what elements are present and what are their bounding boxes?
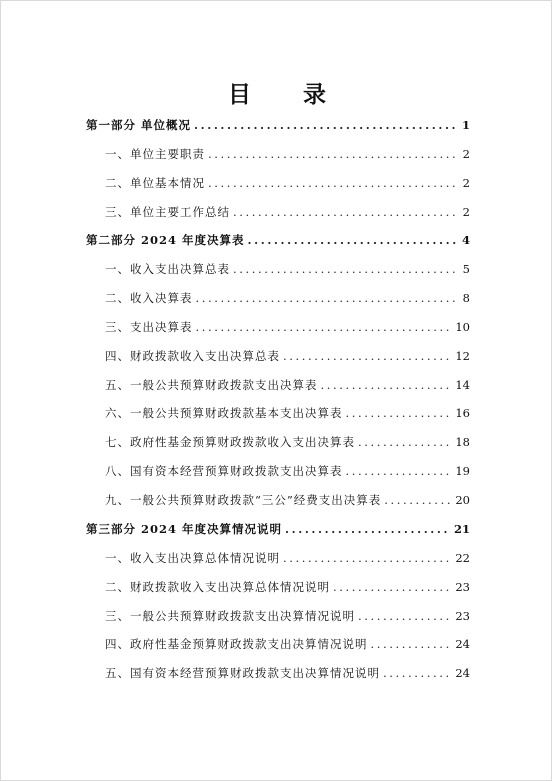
toc-entry-label: 六、一般公共预算财政拨款基本支出决算表 — [105, 406, 343, 420]
toc-entry-label: 五、国有资本经营预算财政拨款支出决算情况说明 — [105, 666, 380, 680]
toc-entry-section-2[interactable] — [86, 230, 470, 250]
dot-leader — [208, 173, 459, 193]
toc-entry-label: 五、一般公共预算财政拨款支出决算表 — [105, 378, 318, 392]
toc-entry-page: 10 — [455, 320, 470, 334]
dot-leader — [346, 403, 453, 423]
dot-leader — [283, 548, 452, 568]
toc-entry-page: 14 — [455, 378, 470, 392]
toc-entry[interactable] — [105, 144, 470, 164]
toc-entry[interactable] — [105, 548, 470, 568]
dot-leader — [358, 432, 452, 452]
toc-entry[interactable] — [105, 317, 470, 337]
dot-leader — [233, 202, 459, 222]
dot-leader — [196, 288, 460, 308]
toc-entry-label: 一、单位主要职责 — [105, 147, 205, 161]
toc-entry-page: 4 — [461, 233, 470, 247]
dot-leader — [194, 115, 459, 135]
toc-entry[interactable] — [105, 663, 470, 683]
toc-entry[interactable] — [105, 606, 470, 626]
toc-entry-page: 1 — [461, 118, 470, 132]
toc-entry-label: 四、政府性基金预算财政拨款支出决算情况说明 — [105, 637, 368, 651]
toc-entry-label: 四、财政拨款收入支出决算总表 — [105, 349, 280, 363]
toc-entry[interactable] — [105, 432, 470, 452]
dot-leader — [321, 375, 453, 395]
toc-entry-page: 20 — [455, 493, 470, 507]
toc-entry[interactable] — [105, 490, 470, 510]
dot-leader — [384, 490, 452, 510]
toc-entry-page: 8 — [462, 291, 470, 305]
toc-entry-page: 24 — [455, 637, 470, 651]
dot-leader — [346, 461, 453, 481]
dot-leader — [248, 230, 459, 250]
dot-leader — [283, 346, 452, 366]
toc-entry[interactable] — [105, 202, 470, 222]
dot-leader — [233, 259, 459, 279]
toc-entry-section-3[interactable] — [86, 519, 470, 539]
toc-entry-label: 九、一般公共预算财政拨款“三公”经费支出决算表 — [105, 493, 382, 507]
toc-entry-label: 一、收入支出决算总表 — [105, 262, 230, 276]
toc-entry-label: 二、财政拨款收入支出决算总体情况说明 — [105, 580, 330, 594]
toc-entry-page: 18 — [455, 435, 470, 449]
toc-entry-label: 二、单位基本情况 — [105, 176, 205, 190]
dot-leader — [358, 606, 452, 626]
toc-entry-page: 22 — [455, 551, 470, 565]
dot-leader — [383, 663, 452, 683]
toc-entry-label: 第二部分 2024 年度决算表 — [86, 233, 245, 247]
toc-entry[interactable] — [105, 346, 470, 366]
toc-entry-page: 12 — [455, 349, 470, 363]
toc-entry[interactable] — [105, 577, 470, 597]
toc-entry-label: 三、支出决算表 — [105, 320, 193, 334]
dot-leader — [196, 317, 453, 337]
toc-entry-page: 24 — [455, 666, 470, 680]
toc-entry[interactable] — [105, 403, 470, 423]
toc-entry-label: 一、收入支出决算总体情况说明 — [105, 551, 280, 565]
toc-entry-page: 2 — [462, 176, 470, 190]
dot-leader — [333, 577, 452, 597]
toc-entry[interactable] — [105, 259, 470, 279]
toc-entry-page: 19 — [455, 464, 470, 478]
toc-entry-label: 八、国有资本经营预算财政拨款支出决算表 — [105, 464, 343, 478]
dot-leader — [208, 144, 459, 164]
dot-leader — [285, 519, 451, 539]
toc-entry-page: 2 — [462, 205, 470, 219]
toc-entry-page: 2 — [462, 147, 470, 161]
toc-entry-label: 第一部分 单位概况 — [86, 118, 192, 132]
toc-entry-label: 三、一般公共预算财政拨款支出决算情况说明 — [105, 609, 355, 623]
toc-entry[interactable] — [105, 634, 470, 654]
toc-entry-section-1[interactable] — [86, 115, 470, 135]
toc-entry-page: 21 — [453, 522, 470, 536]
toc-entry-label: 二、收入决算表 — [105, 291, 193, 305]
toc-entry[interactable] — [105, 375, 470, 395]
toc-entry-page: 23 — [455, 580, 470, 594]
toc-entry-label: 七、政府性基金预算财政拨款收入支出决算表 — [105, 435, 355, 449]
dot-leader — [371, 634, 453, 654]
toc-entry-page: 23 — [455, 609, 470, 623]
toc-entry-label: 第三部分 2024 年度决算情况说明 — [86, 522, 283, 536]
toc-entry-label: 三、单位主要工作总结 — [105, 205, 230, 219]
toc-entry-page: 16 — [455, 406, 470, 420]
toc-entry[interactable] — [105, 461, 470, 481]
toc-entry[interactable] — [105, 288, 470, 308]
toc-entry[interactable] — [105, 173, 470, 193]
toc-entry-page: 5 — [462, 262, 470, 276]
page-title: 目 录 — [227, 81, 348, 108]
